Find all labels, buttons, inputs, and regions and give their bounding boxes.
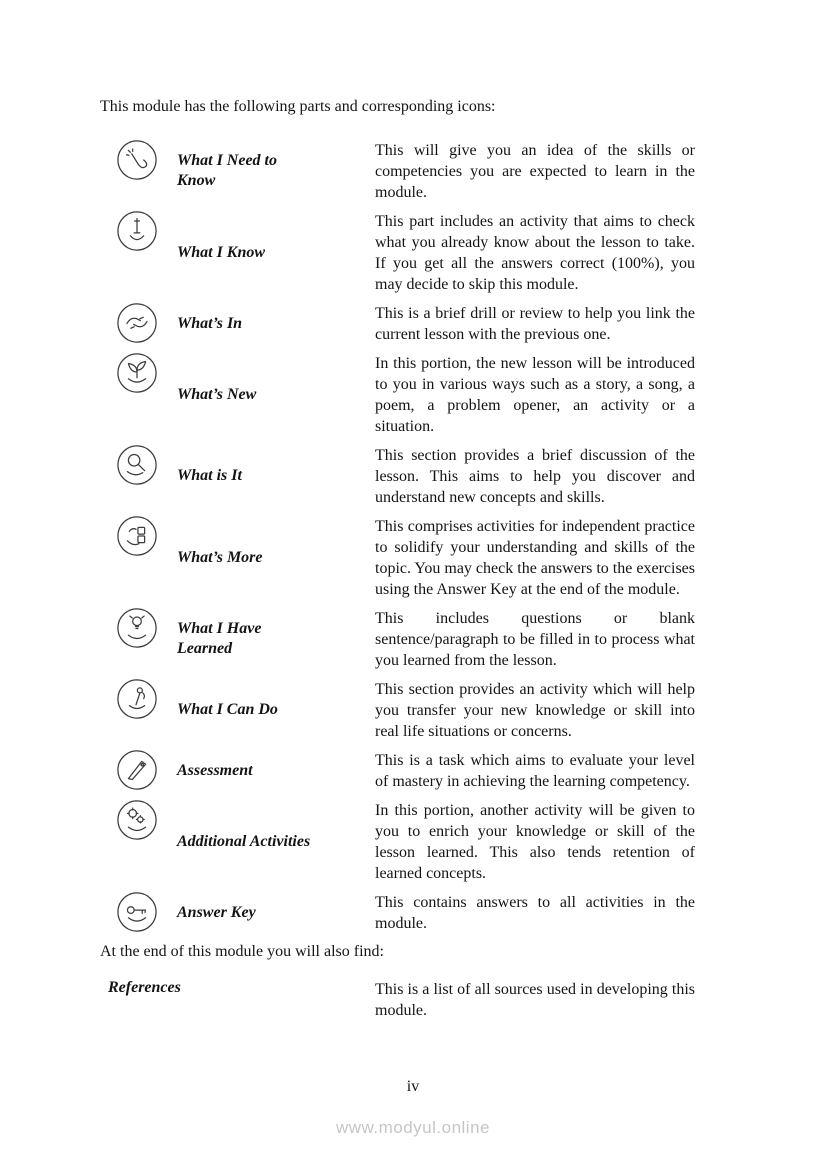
part-description: This contains answers to all activities in the module. <box>375 894 695 932</box>
part-description: In this portion, the new lesson will be introduced to you in various ways such as a story, a song, a poem, a problem opener, an activity or a situation. <box>375 355 695 435</box>
references-description: This is a list of all sources used in developing this module. <box>375 981 695 1019</box>
part-description: This comprises activities for independent practice to solidify your understanding and skills of the topic. You may check the answers to the exercises using the Answer Key at the end of the module. <box>375 518 695 598</box>
hand-flower-icon <box>116 678 158 720</box>
part-description: This is a task which aims to evaluate your level of mastery in achieving the learning competency. <box>375 752 695 790</box>
references-label: References <box>108 979 181 996</box>
part-description: In this portion, another activity will be given to you to enrich your knowledge or skill of the lesson learned. This also tends retention of learned concepts. <box>375 802 695 882</box>
references-row <box>100 978 695 1021</box>
row-what-i-need-to-know <box>100 139 695 203</box>
part-label: Answer Key <box>177 903 256 921</box>
label-cell <box>177 749 375 792</box>
row-whats-more <box>100 515 695 600</box>
hand-plant-icon <box>116 352 158 394</box>
hand-lightbulb-icon <box>116 607 158 649</box>
icon-cell <box>100 749 177 792</box>
icon-cell <box>100 607 177 671</box>
row-what-i-can-do <box>100 678 695 742</box>
references-label-cell <box>100 978 375 1021</box>
row-what-is-it <box>100 444 695 508</box>
page-number: iv <box>406 1078 420 1095</box>
row-what-i-have-learned <box>100 607 695 671</box>
label-cell <box>177 891 375 934</box>
part-label: Assessment <box>177 761 253 779</box>
part-label: What I Can Do <box>177 701 278 718</box>
part-description: This will give you an idea of the skills or competencies you are expected to learn in the module. <box>375 142 695 201</box>
part-description: This section provides an activity which will help you transfer your new knowledge or skill into real life situations or concerns. <box>375 681 695 740</box>
magnifying-glass-icon <box>116 444 158 486</box>
icon-cell <box>100 352 177 437</box>
part-description: This section provides a brief discussion of the lesson. This aims to help you discover and understand new concepts and skills. <box>375 447 695 506</box>
outro-text: At the end of this module you will also find: <box>100 943 384 960</box>
icon-cell <box>100 210 177 295</box>
row-whats-new <box>100 352 695 437</box>
hand-pencil-icon <box>116 210 158 252</box>
pen-icon <box>116 749 158 791</box>
icon-cell <box>100 799 177 884</box>
label-cell <box>177 352 375 437</box>
part-description: This includes questions or blank sentence/paragraph to be filled in to process what you learned from the lesson. <box>375 610 695 669</box>
label-cell <box>177 678 375 742</box>
label-cell <box>177 607 375 671</box>
hand-key-icon <box>116 891 158 933</box>
hands-icon <box>116 302 158 344</box>
row-additional-activities <box>100 799 695 884</box>
part-description: This is a brief drill or review to help you link the current lesson with the previous one. <box>375 305 695 343</box>
part-label: Additional Activities <box>177 832 311 850</box>
part-label: What is It <box>177 467 242 484</box>
label-cell <box>177 302 375 345</box>
row-assessment <box>100 749 695 792</box>
label-cell <box>177 139 375 203</box>
watermark: www.modyul.online <box>335 1118 490 1137</box>
row-answer-key <box>100 891 695 934</box>
part-label: What’s More <box>177 548 263 566</box>
part-label: What I Know <box>177 243 266 261</box>
icon-cell <box>100 515 177 600</box>
hand-blocks-icon <box>116 515 158 557</box>
part-description: This part includes an activity that aims to check what you already know about the lesson to take. If you get all the answers correct (100%), you may decide to skip this module. <box>375 213 695 293</box>
hand-pointing-icon <box>116 139 158 181</box>
label-cell <box>177 515 375 600</box>
part-label: What’s In <box>177 314 243 332</box>
label-cell <box>177 799 375 884</box>
label-cell <box>177 210 375 295</box>
part-label: What I Have Learned <box>177 620 262 657</box>
icon-cell <box>100 444 177 508</box>
part-label: What I Need to Know <box>177 152 277 189</box>
intro-text: This module has the following parts and corresponding icons: <box>100 98 496 115</box>
row-what-i-know <box>100 210 695 295</box>
label-cell <box>177 444 375 508</box>
icon-cell <box>100 891 177 934</box>
part-label: What’s New <box>177 385 257 403</box>
icon-cell <box>100 302 177 345</box>
icon-cell <box>100 678 177 742</box>
hand-gears-icon <box>116 799 158 841</box>
icon-cell <box>100 139 177 203</box>
row-whats-in <box>100 302 695 345</box>
